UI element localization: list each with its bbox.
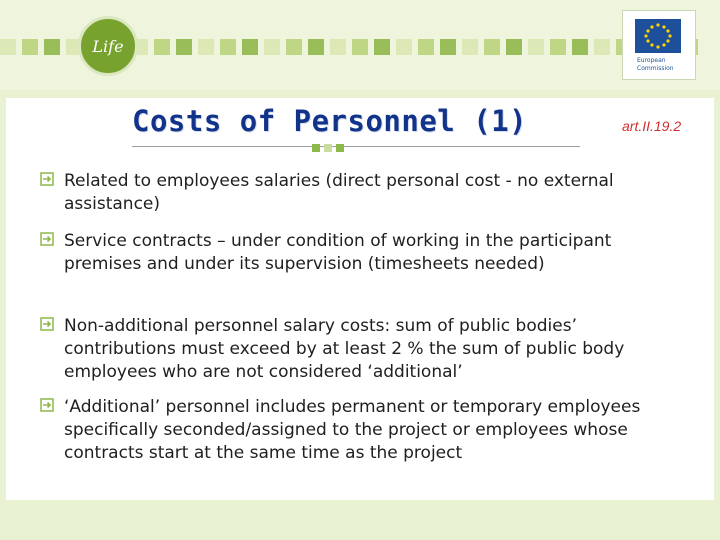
tile: [506, 39, 522, 55]
bullet-text: ‘Additional’ personnel includes permanent or temporary employees specifically seconded/assigned to the project or employees whose contracts start at the same time as the project: [64, 397, 641, 463]
eu-flag-icon: [635, 19, 681, 53]
tile: [220, 39, 236, 55]
bullet-text: Non-additional personnel salary costs: sum of public bodies’ contributions must exceed by at least 2 % the sum of public body employees who are not considered ‘additional’: [64, 316, 625, 382]
bullet-text: Related to employees salaries (direct personal cost - no external assistance): [64, 171, 614, 214]
divider-dot: [312, 144, 320, 152]
title-divider: [132, 146, 580, 147]
divider-dot: [336, 144, 344, 152]
tile: [462, 39, 478, 55]
arrow-bullet-icon: [40, 172, 54, 186]
ec-label: European Commission: [637, 57, 674, 72]
tile: [242, 39, 258, 55]
article-reference: art.II.19.2: [622, 118, 682, 134]
header-band: [0, 0, 720, 90]
tile: [22, 39, 38, 55]
divider-dot: [324, 144, 332, 152]
tile: [440, 39, 456, 55]
tile: [154, 39, 170, 55]
tile: [572, 39, 588, 55]
tile: [484, 39, 500, 55]
tile: [418, 39, 434, 55]
arrow-bullet-icon: [40, 317, 54, 331]
footer-band: [0, 500, 720, 540]
arrow-bullet-icon: [40, 232, 54, 246]
tile: [396, 39, 412, 55]
tile: [286, 39, 302, 55]
tile: [528, 39, 544, 55]
tile: [0, 39, 16, 55]
life-logo-icon: [78, 16, 138, 76]
tile: [308, 39, 324, 55]
tile: [44, 39, 60, 55]
tile: [352, 39, 368, 55]
european-commission-logo: [622, 10, 696, 80]
arrow-bullet-icon: [40, 398, 54, 412]
title-divider-dots: [312, 144, 344, 152]
page-title: Costs of Personnel (1): [132, 104, 528, 138]
bullet-item: [40, 396, 680, 465]
bullet-item: [40, 170, 680, 216]
tile: [374, 39, 390, 55]
tile: [198, 39, 214, 55]
tile: [330, 39, 346, 55]
bullet-item: [40, 315, 680, 384]
tile: [264, 39, 280, 55]
bullet-item: [40, 230, 680, 276]
tile: [550, 39, 566, 55]
bullet-text: Service contracts – under condition of working in the participant premises and under its supervision (timesheets needed): [64, 231, 612, 274]
life-logo-text: Life: [92, 36, 124, 56]
tile: [594, 39, 610, 55]
tile: [176, 39, 192, 55]
